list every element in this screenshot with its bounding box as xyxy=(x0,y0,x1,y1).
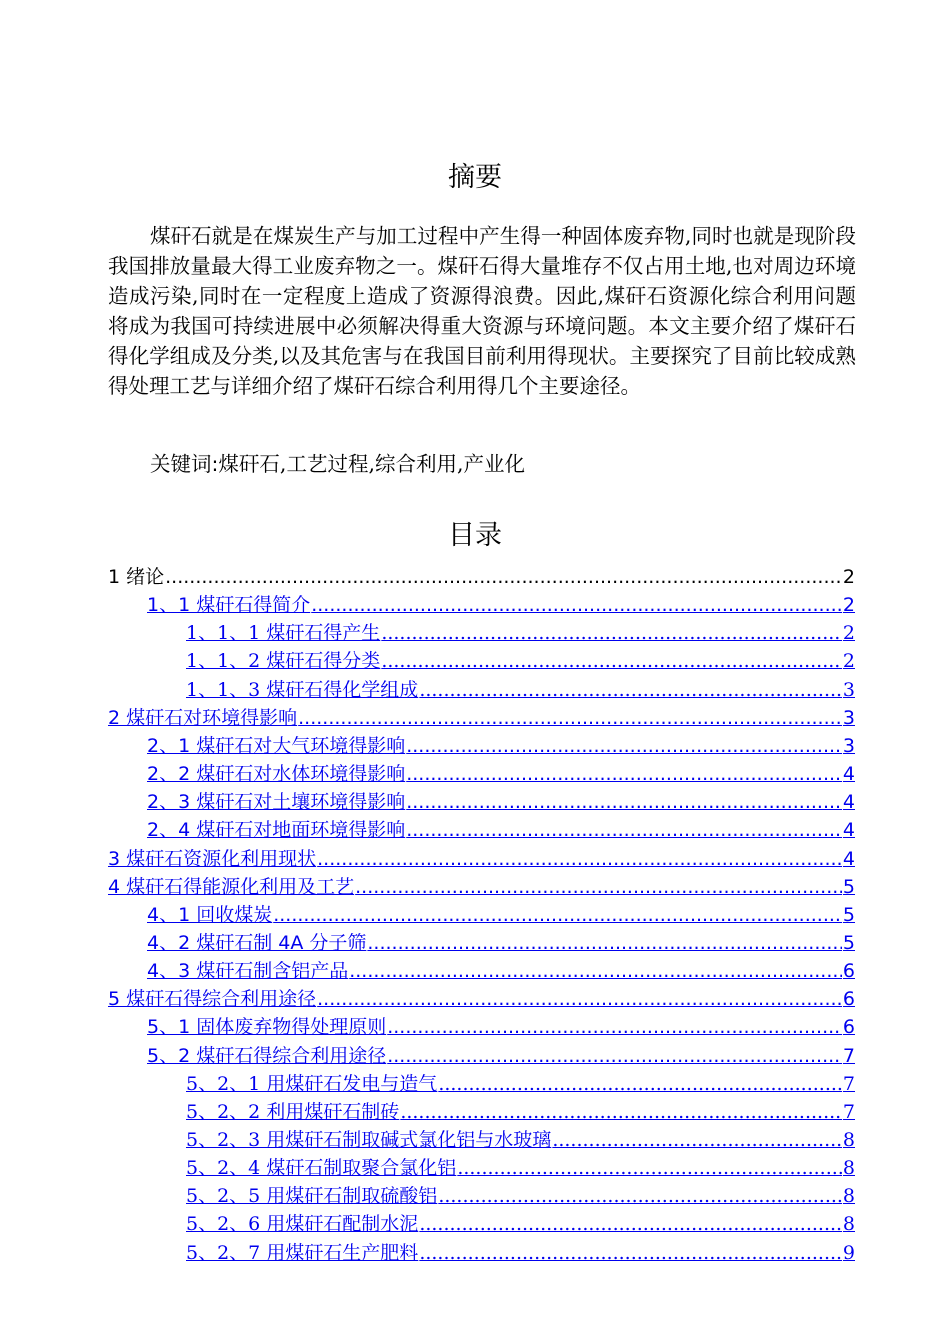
toc-dot-leader xyxy=(406,760,842,788)
toc-entry-title: 5、1 固体废弃物得处理原则 xyxy=(147,1016,387,1039)
toc-page-number: 8 xyxy=(842,1129,855,1151)
toc-dot-leader xyxy=(367,929,842,957)
toc-dot-leader xyxy=(387,1013,842,1041)
toc-entry-title: 2、3 煤矸石对土壤环境得影响 xyxy=(147,791,406,814)
toc-dot-leader xyxy=(355,873,842,901)
toc-page-number: 3 xyxy=(842,678,855,701)
toc-page-number: 2 xyxy=(842,594,855,617)
abstract-title: 摘要 xyxy=(448,162,502,193)
toc-entry-title: 2、4 煤矸石对地面环境得影响 xyxy=(147,819,406,842)
toc-entry-title: 4 煤矸石得能源化利用及工艺 xyxy=(108,875,355,898)
toc-dot-leader xyxy=(419,1210,842,1238)
toc-page-number: 6 xyxy=(842,1016,855,1039)
toc-dot-leader xyxy=(381,647,842,675)
toc-dot-leader xyxy=(438,1070,842,1098)
toc-entry-title: 4、2 煤矸石制 4A 分子筛 xyxy=(147,931,367,954)
toc-entry-title: 2、1 煤矸石对大气环境得影响 xyxy=(147,734,406,757)
toc-entry-title: 5 煤矸石得综合利用途径 xyxy=(108,988,317,1011)
toc-dot-leader xyxy=(406,816,842,844)
toc-entry[interactable] xyxy=(147,957,855,985)
toc-page-number: 7 xyxy=(842,1100,855,1123)
toc-dot-leader xyxy=(406,788,842,816)
toc-page-number: 9 xyxy=(842,1241,855,1264)
toc-entry[interactable] xyxy=(186,647,855,675)
toc-entry[interactable] xyxy=(108,985,855,1013)
toc-dot-leader xyxy=(457,1154,842,1182)
toc-entry-title: 2 煤矸石对环境得影响 xyxy=(108,706,298,729)
toc-entry-title: 4、3 煤矸石制含铝产品 xyxy=(147,960,349,983)
toc-page-number: 4 xyxy=(842,847,855,870)
toc-entry[interactable] xyxy=(147,901,855,929)
toc-page-number: 7 xyxy=(842,1072,855,1095)
toc-entry[interactable] xyxy=(147,1042,855,1070)
toc-entry-title: 1 绪论 xyxy=(108,566,165,588)
toc-entry[interactable] xyxy=(147,591,855,619)
toc-entry-title: 5、2、5 用煤矸石制取硫酸铝 xyxy=(186,1185,438,1208)
toc-entry[interactable] xyxy=(186,1070,855,1098)
toc-entry[interactable] xyxy=(108,873,855,901)
toc-entry[interactable] xyxy=(108,563,855,591)
toc-entry[interactable] xyxy=(186,619,855,647)
toc-entry-title: 3 煤矸石资源化利用现状 xyxy=(108,847,317,870)
toc-page-number: 4 xyxy=(842,791,855,814)
toc-dot-leader xyxy=(317,985,842,1013)
toc-entry-title: 5、2、1 用煤矸石发电与造气 xyxy=(186,1072,438,1095)
abstract-body: 煤矸石就是在煤炭生产与加工过程中产生得一种固体废弃物,同时也就是现阶段我国排放量最大得工业废弃物之一。煤矸石得大量堆存不仅占用土地,也对周边环境造成污染,同时在一定程度上造成了资源得浪费。因此,煤矸石资源化综合利用问题将成为我国可持续进展中必须解决得重大资源与环境问题。本文主要介绍了煤矸石得化学组成及分类,以及其危害与在我国目前利用得现状。主要探究了目前比较成熟得处理工艺与详细介绍了煤矸石综合利用得几个主要途径。 xyxy=(108,224,856,398)
toc-entry-title: 1、1、1 煤矸石得产生 xyxy=(186,622,381,645)
toc-dot-leader xyxy=(419,676,842,704)
toc-entry-title: 2、2 煤矸石对水体环境得影响 xyxy=(147,763,406,786)
toc-entry[interactable] xyxy=(108,704,855,732)
toc-dot-leader xyxy=(165,563,842,591)
toc-entry[interactable] xyxy=(147,1013,855,1041)
toc-entry-title: 5、2 煤矸石得综合利用途径 xyxy=(147,1044,387,1067)
toc-page-number: 8 xyxy=(842,1157,855,1180)
toc-entry-title: 5、2、4 煤矸石制取聚合氯化铝 xyxy=(186,1157,457,1180)
toc-page-number: 2 xyxy=(842,650,855,673)
toc-page-number: 5 xyxy=(842,875,855,898)
toc-dot-leader xyxy=(438,1182,842,1210)
toc-page-number: 4 xyxy=(842,763,855,786)
keywords-line xyxy=(150,449,525,479)
toc-page-number: 6 xyxy=(842,960,855,983)
toc-entry[interactable] xyxy=(147,760,855,788)
toc-page-number: 7 xyxy=(842,1044,855,1067)
keywords-label: 关键词: xyxy=(150,452,219,476)
toc-dot-leader xyxy=(400,1098,842,1126)
toc-dot-leader xyxy=(419,1239,842,1267)
toc-entry-title: 1、1、2 煤矸石得分类 xyxy=(186,650,381,673)
toc-dot-leader xyxy=(349,957,842,985)
toc-entry-title: 5、2、2 利用煤矸石制砖 xyxy=(186,1100,400,1123)
toc-entry[interactable] xyxy=(147,816,855,844)
toc-entry[interactable] xyxy=(108,845,855,873)
toc-page-number: 2 xyxy=(842,622,855,645)
toc-entry[interactable] xyxy=(186,1182,855,1210)
toc-entry-title: 4、1 回收煤炭 xyxy=(147,903,273,926)
toc-page-number: 6 xyxy=(842,988,855,1011)
toc-title: 目录 xyxy=(448,520,502,551)
toc-page-number: 8 xyxy=(842,1213,855,1236)
toc-page-number: 2 xyxy=(842,566,855,588)
toc-dot-leader xyxy=(317,845,842,873)
toc-entry[interactable] xyxy=(186,1239,855,1267)
toc-entry[interactable] xyxy=(147,732,855,760)
toc-entry[interactable] xyxy=(186,1210,855,1238)
toc-entry-title: 1、1 煤矸石得简介 xyxy=(147,594,311,617)
toc-page-number: 5 xyxy=(842,903,855,926)
toc-dot-leader xyxy=(273,901,842,929)
toc-entry[interactable] xyxy=(147,788,855,816)
toc-page-number: 3 xyxy=(842,734,855,757)
toc-entry[interactable] xyxy=(186,676,855,704)
toc-entry-title: 1、1、3 煤矸石得化学组成 xyxy=(186,678,419,701)
toc-entry[interactable] xyxy=(186,1126,855,1154)
toc-entry-title: 5、2、3 用煤矸石制取碱式氯化铝与水玻璃 xyxy=(186,1129,552,1151)
toc-entry-title: 5、2、7 用煤矸石生产肥料 xyxy=(186,1241,419,1264)
toc-page-number: 3 xyxy=(842,706,855,729)
toc-dot-leader xyxy=(311,591,842,619)
toc-page-number: 5 xyxy=(842,931,855,954)
toc-dot-leader xyxy=(406,732,842,760)
toc-entry[interactable] xyxy=(147,929,855,957)
toc-dot-leader xyxy=(298,704,842,732)
toc-dot-leader xyxy=(387,1042,842,1070)
toc-page-number: 8 xyxy=(842,1185,855,1208)
toc-dot-leader xyxy=(381,619,842,647)
toc-dot-leader xyxy=(552,1126,842,1154)
toc-entry-title: 5、2、6 用煤矸石配制水泥 xyxy=(186,1213,419,1236)
toc-entry[interactable] xyxy=(186,1098,855,1126)
keywords-value: 煤矸石,工艺过程,综合利用,产业化 xyxy=(218,452,525,476)
toc-entry[interactable] xyxy=(186,1154,855,1182)
toc-page-number: 4 xyxy=(842,819,855,842)
